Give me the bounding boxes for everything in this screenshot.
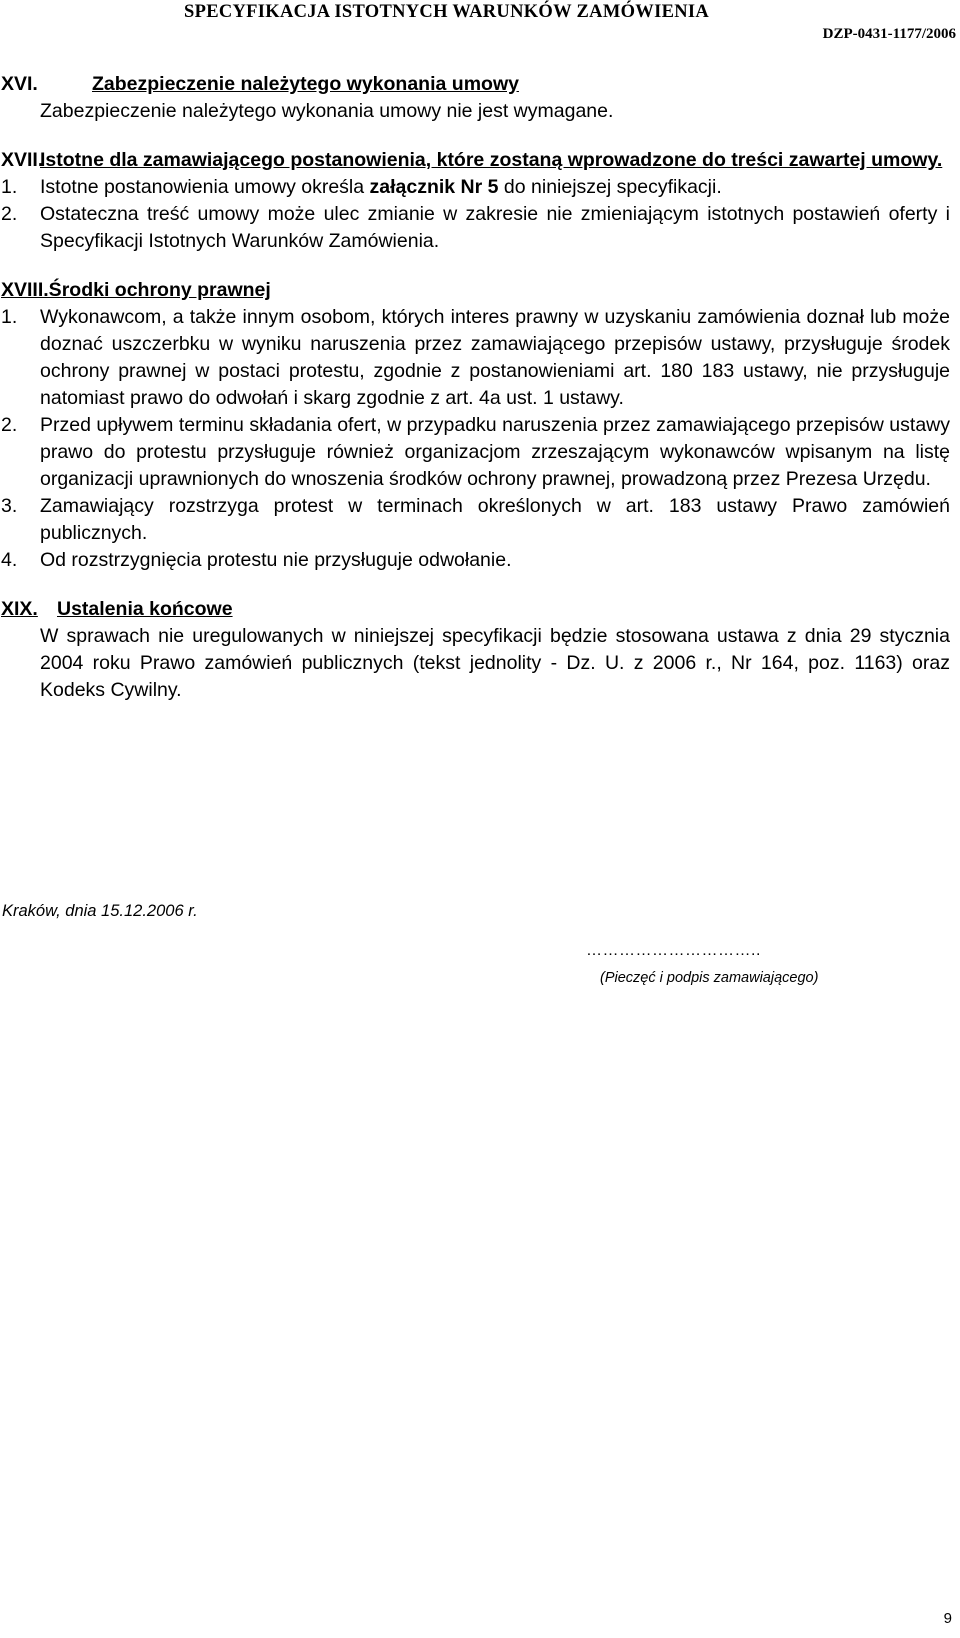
list-number: 2. — [1, 203, 18, 225]
section-xvii-item-2 — [0, 201, 960, 255]
item-text: Przed upływem terminu składania ofert, w przypadku naruszenia przez zamawiającego przepisów ustawy prawo do protestu przysługuje również organizacjom zrzeszającym wykonawców wpisanym na listę organizacji uprawnionych do wnoszenia środków ochrony prawnej, prowadzoną przez Prezesa Urzędu. — [40, 414, 950, 490]
signature-line: ………………………….. — [586, 942, 761, 959]
section-xvii-title: Istotne dla zamawiającego postanowienia, które zostaną wprowadzone do treści zawartej umowy. — [40, 149, 943, 171]
list-number: 2. — [1, 414, 18, 436]
section-xvii-number: XVII. — [1, 149, 44, 171]
list-number: 1. — [1, 176, 18, 198]
document-body — [0, 71, 960, 704]
item-text: do niniejszej specyfikacji. — [498, 176, 722, 198]
section-xvi-body: Zabezpieczenie należytego wykonania umowy nie jest wymagane. — [40, 100, 614, 122]
list-number: 1. — [1, 306, 18, 328]
section-xvii-item-1 — [0, 174, 960, 201]
document-header-title: SPECYFIKACJA ISTOTNYCH WARUNKÓW ZAMÓWIENIA — [184, 2, 710, 22]
item-text: Ostateczna treść umowy może ulec zmianie w zakresie nie zmieniającym istotnych postawień oferty i Specyfikacji Istotnych Warunków Zamówienia. — [40, 203, 950, 252]
stamp-caption: (Pieczęć i podpis zamawiającego) — [600, 970, 819, 986]
section-xix-number: XIX. — [1, 598, 38, 620]
section-xvi-number: XVI. — [1, 73, 38, 95]
item-text: Od rozstrzygnięcia protestu nie przysługuje odwołanie. — [40, 549, 512, 571]
section-xviii-item-3 — [0, 493, 960, 547]
section-xviii-item-1 — [0, 304, 960, 412]
list-number: 3. — [1, 495, 18, 517]
page-number: 9 — [943, 1610, 952, 1627]
section-xvii-heading — [0, 147, 960, 174]
item-text: Istotne postanowienia umowy określa — [40, 176, 370, 198]
item-text: Zamawiający rozstrzyga protest w terminach określonych w art. 183 ustawy Prawo zamówień publicznych. — [40, 495, 950, 544]
section-xix-body: W sprawach nie uregulowanych w niniejszej specyfikacji będzie stosowana ustawa z dnia 29 stycznia 2004 roku Prawo zamówień publicznych (tekst jednolity - Dz. U. z 2006 r., Nr 164, poz. 1163) oraz Kodeks Cywilny. — [40, 625, 950, 701]
section-xviii-item-4 — [0, 547, 960, 574]
place-and-date: Kraków, dnia 15.12.2006 r. — [2, 902, 198, 920]
section-xix-title: Ustalenia końcowe — [57, 598, 233, 620]
document-reference-number: DZP-0431-1177/2006 — [822, 26, 956, 42]
item-text: Wykonawcom, a także innym osobom, których interes prawny w uzyskaniu zamówienia doznał lub może doznać uszczerbku w wyniku naruszenia przez zamawiającego przepisów ustawy, przysługuje środek ochrony prawnej w postaci protestu, zgodnie z postanowieniami art. 180 183 ustawy, nie przysługuje natomiast prawo do odwołań i skarg zgodnie z art. 4a ust. 1 ustawy. — [40, 306, 950, 409]
section-xvi-heading — [0, 71, 960, 98]
item-bold-text: załącznik Nr 5 — [369, 176, 499, 198]
section-xviii-heading — [0, 277, 960, 304]
list-number: 4. — [1, 549, 18, 571]
section-xviii-title: XVIII.Środki ochrony prawnej — [1, 279, 271, 301]
section-xvi-title: Zabezpieczenie należytego wykonania umowy — [92, 73, 519, 95]
section-xviii-item-2 — [0, 412, 960, 493]
section-xix-heading — [0, 596, 960, 623]
